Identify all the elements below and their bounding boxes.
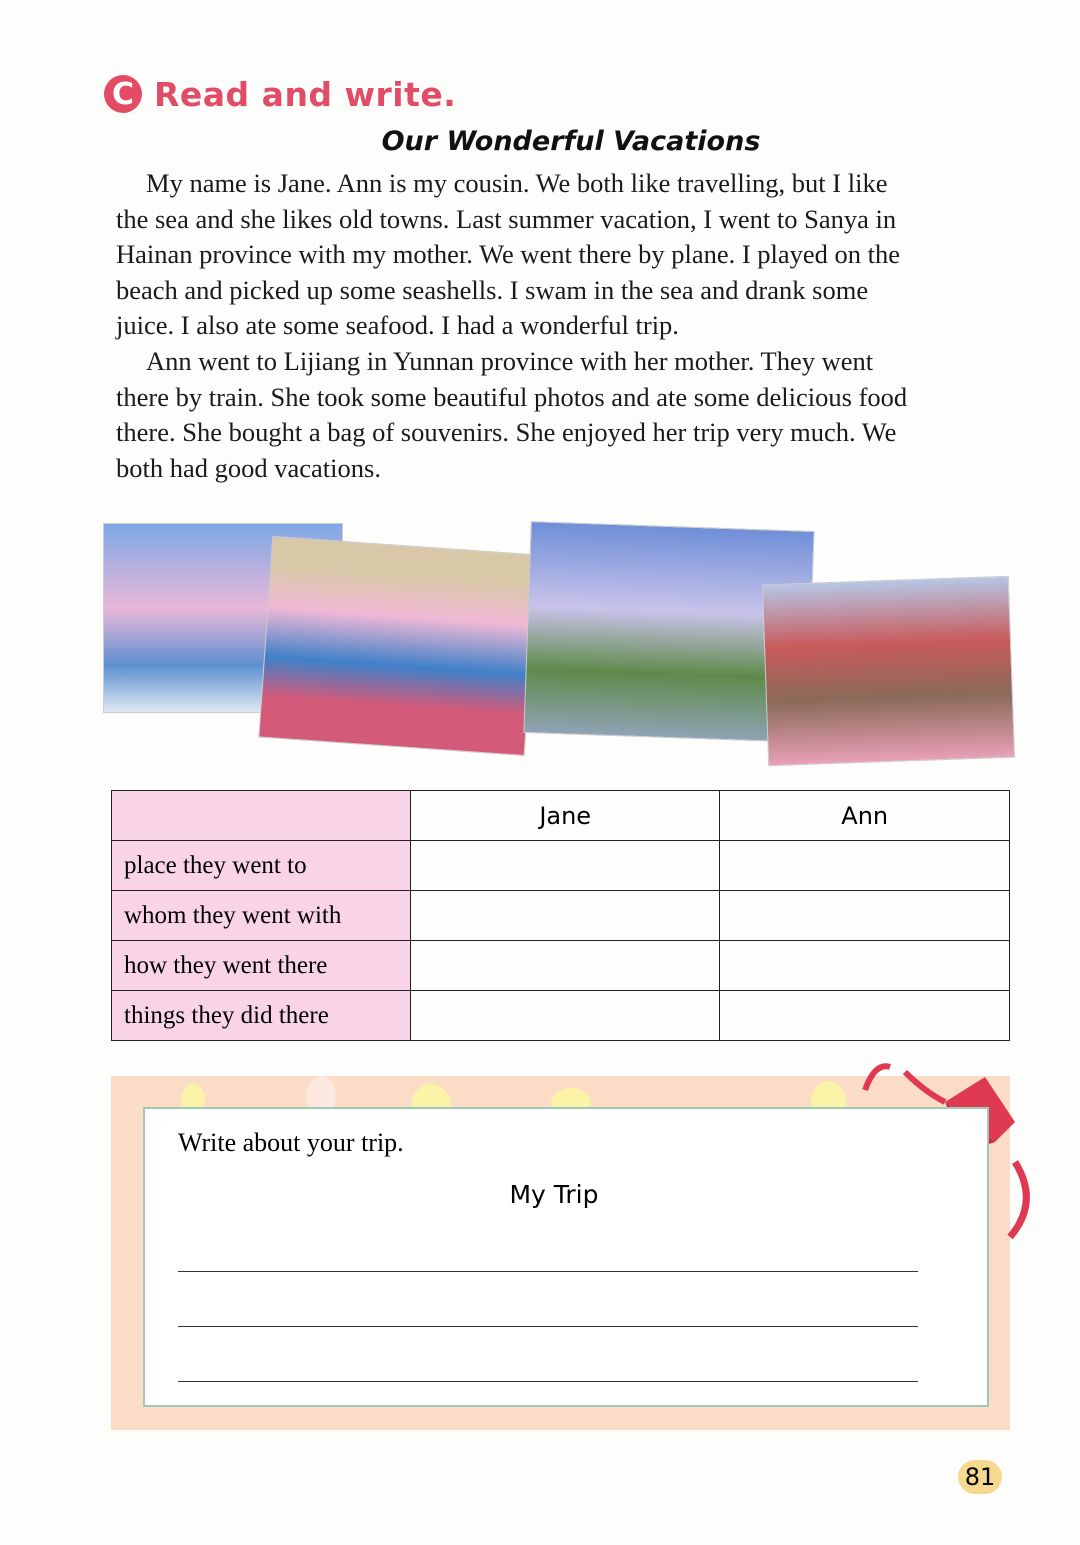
- answer-cell[interactable]: [720, 841, 1010, 891]
- answer-cell[interactable]: [411, 941, 720, 991]
- answer-cell[interactable]: [720, 991, 1010, 1041]
- paragraph-2: [116, 344, 1006, 486]
- writing-line[interactable]: [178, 1271, 918, 1272]
- paragraph-1: [116, 166, 1006, 344]
- header-jane: Jane: [411, 791, 720, 841]
- writing-line[interactable]: [178, 1326, 918, 1327]
- answer-cell[interactable]: [720, 891, 1010, 941]
- text-line: both had good vacations.: [116, 452, 381, 483]
- text-line: beach and picked up some seashells. I swam in the sea and drank some: [116, 274, 869, 305]
- illustration-jane-seafood: [258, 536, 538, 756]
- table-row: [112, 891, 1010, 941]
- illustration-ann-souvenirs: [762, 576, 1015, 767]
- table-header-row: [112, 791, 1010, 841]
- text-line: there by train. She took some beautiful photos and ate some delicious food: [116, 381, 908, 412]
- table-row: [112, 941, 1010, 991]
- text-line: the sea and she likes old towns. Last summer vacation, I went to Sanya in: [116, 203, 897, 234]
- table-row: [112, 841, 1010, 891]
- header-blank: [112, 791, 411, 841]
- answer-cell[interactable]: [411, 841, 720, 891]
- text-line: Hainan province with my mother. We went there by plane. I played on the: [116, 239, 901, 269]
- text-line: juice. I also ate some seafood. I had a wonderful trip.: [116, 310, 679, 340]
- text-line: Ann went to Lijiang in Yunnan province with her mother. They went: [146, 346, 874, 376]
- page-number: 81: [958, 1460, 1002, 1494]
- answer-cell[interactable]: [411, 891, 720, 941]
- writing-title: My Trip: [509, 1180, 599, 1209]
- writing-prompt: Write about your trip.: [178, 1128, 404, 1157]
- story-title: Our Wonderful Vacations: [381, 126, 761, 157]
- row-label: whom they went with: [112, 891, 411, 941]
- comparison-table: [111, 790, 1010, 1041]
- row-label: things they did there: [112, 991, 411, 1041]
- row-label: place they went to: [112, 841, 411, 891]
- table-row: [112, 991, 1010, 1041]
- text-line: there. She bought a bag of souvenirs. She enjoyed her trip very much. We: [116, 417, 897, 447]
- writing-line[interactable]: [178, 1381, 918, 1382]
- section-heading: Read and write.: [154, 74, 457, 114]
- answer-cell[interactable]: [720, 941, 1010, 991]
- header-ann: Ann: [720, 791, 1010, 841]
- section-header: [104, 74, 456, 114]
- section-letter-badge: C: [104, 75, 142, 113]
- answer-cell[interactable]: [411, 991, 720, 1041]
- text-line: My name is Jane. Ann is my cousin. We both like travelling, but I like: [146, 168, 888, 198]
- row-label: how they went there: [112, 941, 411, 991]
